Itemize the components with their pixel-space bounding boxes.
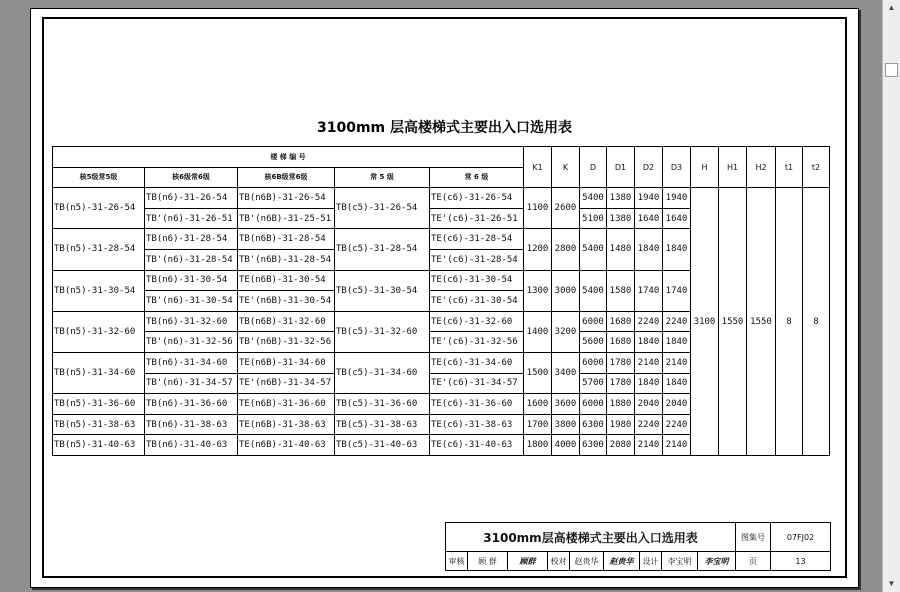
value-k1: 1400 bbox=[524, 311, 552, 352]
value-d: 5400 bbox=[580, 229, 607, 270]
value-d2: 2040 bbox=[635, 394, 663, 415]
group-header: 楼 梯 编 号 bbox=[53, 147, 524, 168]
code-c6: TE(c6)-31-30-54 bbox=[430, 270, 524, 291]
code-n6b: TB(n6B)-31-32-60 bbox=[238, 311, 335, 332]
value-d1: 1380 bbox=[607, 188, 635, 209]
code-c5: TB(c5)-31-28-54 bbox=[335, 229, 430, 270]
value-d: 5400 bbox=[580, 188, 607, 209]
value-d: 6000 bbox=[580, 394, 607, 415]
review-label: 审核 bbox=[446, 552, 468, 571]
designer-signature: 李宝明 bbox=[698, 552, 736, 571]
value-d1: 1780 bbox=[607, 373, 635, 394]
dim-header: D3 bbox=[663, 147, 691, 188]
code-n6b: TE(n6B)-31-36-60 bbox=[238, 394, 335, 415]
code-n5: TB(n5)-31-30-54 bbox=[53, 270, 145, 311]
code-c6: TE'(c6)-31-28-54 bbox=[430, 249, 524, 270]
code-n6: TB(n6)-31-38-63 bbox=[145, 414, 238, 435]
value-d1: 1880 bbox=[607, 394, 635, 415]
value-d3: 1940 bbox=[663, 188, 691, 209]
value-k: 3600 bbox=[552, 394, 580, 415]
page-label: 页 bbox=[736, 552, 771, 571]
value-d3: 2040 bbox=[663, 394, 691, 415]
value-d1: 1480 bbox=[607, 229, 635, 270]
col-header-n6: 核6级常6级 bbox=[145, 167, 238, 188]
code-n5: TB(n5)-31-34-60 bbox=[53, 352, 145, 393]
value-k: 3800 bbox=[552, 414, 580, 435]
code-c6: TE(c6)-31-34-60 bbox=[430, 352, 524, 373]
code-n6: TB(n6)-31-26-54 bbox=[145, 188, 238, 209]
code-n6b: TE(n6B)-31-40-63 bbox=[238, 435, 335, 456]
code-c5: TB(c5)-31-34-60 bbox=[335, 352, 430, 393]
value-d2: 1840 bbox=[635, 229, 663, 270]
dim-header: H1 bbox=[719, 147, 747, 188]
code-n5: TB(n5)-31-36-60 bbox=[53, 394, 145, 415]
dim-header: H2 bbox=[747, 147, 776, 188]
code-c6: TE'(c6)-31-30-54 bbox=[430, 291, 524, 312]
dim-header: D bbox=[580, 147, 607, 188]
reviewer-signature: 顾群 bbox=[508, 552, 548, 571]
value-d: 5400 bbox=[580, 270, 607, 311]
code-n5: TB(n5)-31-40-63 bbox=[53, 435, 145, 456]
table-row bbox=[53, 188, 830, 209]
checker-signature: 赵贵华 bbox=[604, 552, 640, 571]
code-n6b: TB'(n6B)-31-32-56 bbox=[238, 332, 335, 353]
scroll-down-icon[interactable]: ▼ bbox=[887, 579, 896, 588]
value-d2: 2140 bbox=[635, 435, 663, 456]
code-n6b: TE(n6B)-31-34-60 bbox=[238, 352, 335, 373]
value-d1: 1680 bbox=[607, 332, 635, 353]
code-n6: TB'(n6)-31-30-54 bbox=[145, 291, 238, 312]
checker-name: 赵贵华 bbox=[570, 552, 604, 571]
code-c5: TB(c5)-31-26-54 bbox=[335, 188, 430, 229]
value-d3: 1840 bbox=[663, 229, 691, 270]
value-k: 4000 bbox=[552, 435, 580, 456]
value-d3: 2240 bbox=[663, 311, 691, 332]
value-d3: 2140 bbox=[663, 352, 691, 373]
value-k1: 1800 bbox=[524, 435, 552, 456]
atlas-number: 07FJ02 bbox=[771, 523, 831, 552]
value-d1: 1380 bbox=[607, 208, 635, 229]
code-n5: TB(n5)-31-28-54 bbox=[53, 229, 145, 270]
check-label: 校对 bbox=[548, 552, 570, 571]
code-n6b: TE(n6B)-31-30-54 bbox=[238, 270, 335, 291]
value-k1: 1200 bbox=[524, 229, 552, 270]
value-d2: 2240 bbox=[635, 311, 663, 332]
code-n6: TB(n6)-31-30-54 bbox=[145, 270, 238, 291]
col-header-c5: 常 5 级 bbox=[335, 167, 430, 188]
value-d: 5100 bbox=[580, 208, 607, 229]
code-c6: TE'(c6)-31-32-56 bbox=[430, 332, 524, 353]
code-n6b: TE'(n6B)-31-34-57 bbox=[238, 373, 335, 394]
value-d1: 1680 bbox=[607, 311, 635, 332]
code-n6: TB(n6)-31-28-54 bbox=[145, 229, 238, 250]
col-header-c6: 常 6 级 bbox=[430, 167, 524, 188]
value-d1: 2080 bbox=[607, 435, 635, 456]
code-c6: TE(c6)-31-32-60 bbox=[430, 311, 524, 332]
value-d2: 2240 bbox=[635, 414, 663, 435]
reviewer-name: 顾 群 bbox=[468, 552, 508, 571]
value-d: 6000 bbox=[580, 311, 607, 332]
value-d1: 1780 bbox=[607, 352, 635, 373]
code-n6: TB(n6)-31-36-60 bbox=[145, 394, 238, 415]
value-k1: 1300 bbox=[524, 270, 552, 311]
value-d1: 1980 bbox=[607, 414, 635, 435]
value-k: 3200 bbox=[552, 311, 580, 352]
table-title: 3100mm 层高楼梯式主要出入口选用表 bbox=[316, 120, 572, 136]
value-d3: 1840 bbox=[663, 373, 691, 394]
code-c5: TB(c5)-31-32-60 bbox=[335, 311, 430, 352]
value-d: 6000 bbox=[580, 352, 607, 373]
vertical-scrollbar[interactable] bbox=[882, 0, 900, 592]
value-d: 5600 bbox=[580, 332, 607, 353]
value-k1: 1700 bbox=[524, 414, 552, 435]
value-k: 3000 bbox=[552, 270, 580, 311]
value-d: 5700 bbox=[580, 373, 607, 394]
value-d2: 1940 bbox=[635, 188, 663, 209]
code-n6: TB'(n6)-31-26-51 bbox=[145, 208, 238, 229]
stair-selection-table bbox=[52, 146, 830, 456]
code-n5: TB(n5)-31-38-63 bbox=[53, 414, 145, 435]
code-c6: TE(c6)-31-40-63 bbox=[430, 435, 524, 456]
code-n6: TB(n6)-31-40-63 bbox=[145, 435, 238, 456]
page-number: 13 bbox=[771, 552, 831, 571]
code-n6: TB'(n6)-31-34-57 bbox=[145, 373, 238, 394]
value-d2: 1840 bbox=[635, 332, 663, 353]
code-n6b: TB(n6B)-31-26-54 bbox=[238, 188, 335, 209]
value-d2: 1740 bbox=[635, 270, 663, 311]
dim-header: t1 bbox=[776, 147, 803, 188]
value-k1: 1600 bbox=[524, 394, 552, 415]
drawing-sheet bbox=[30, 8, 859, 588]
code-n6b: TB'(n6B)-31-28-54 bbox=[238, 249, 335, 270]
value-k: 2600 bbox=[552, 188, 580, 229]
value-d2: 1640 bbox=[635, 208, 663, 229]
atlas-label: 图集号 bbox=[736, 523, 771, 552]
title-block-title: 3100mm层高楼梯式主要出入口选用表 bbox=[446, 523, 736, 552]
code-n6: TB(n6)-31-34-60 bbox=[145, 352, 238, 373]
shared-t1: 8 bbox=[776, 188, 803, 456]
code-n6: TB'(n6)-31-28-54 bbox=[145, 249, 238, 270]
code-n6: TB(n6)-31-32-60 bbox=[145, 311, 238, 332]
col-header-n5: 核5级常5级 bbox=[53, 167, 145, 188]
code-n5: TB(n5)-31-32-60 bbox=[53, 311, 145, 352]
shared-t2: 8 bbox=[803, 188, 830, 456]
value-d3: 1640 bbox=[663, 208, 691, 229]
value-d3: 1840 bbox=[663, 332, 691, 353]
code-n6b: TE(n6B)-31-38-63 bbox=[238, 414, 335, 435]
dim-header: H bbox=[691, 147, 719, 188]
code-c5: TB(c5)-31-38-63 bbox=[335, 414, 430, 435]
scroll-up-icon[interactable]: ▲ bbox=[887, 3, 896, 12]
code-n6b: TE'(n6B)-31-30-54 bbox=[238, 291, 335, 312]
designer-name: 李宝明 bbox=[662, 552, 698, 571]
shared-h2: 1550 bbox=[747, 188, 776, 456]
value-d1: 1580 bbox=[607, 270, 635, 311]
code-c6: TE(c6)-31-26-54 bbox=[430, 188, 524, 209]
code-n6b: TB'(n6B)-31-25-51 bbox=[238, 208, 335, 229]
code-c6: TE'(c6)-31-34-57 bbox=[430, 373, 524, 394]
code-c5: TB(c5)-31-40-63 bbox=[335, 435, 430, 456]
code-c6: TE'(c6)-31-26-51 bbox=[430, 208, 524, 229]
dim-header: K bbox=[552, 147, 580, 188]
code-n6: TB'(n6)-31-32-56 bbox=[145, 332, 238, 353]
title-block bbox=[445, 522, 831, 571]
value-k1: 1100 bbox=[524, 188, 552, 229]
dim-header: D2 bbox=[635, 147, 663, 188]
shared-h: 3100 bbox=[691, 188, 719, 456]
shared-h1: 1550 bbox=[719, 188, 747, 456]
code-n5: TB(n5)-31-26-54 bbox=[53, 188, 145, 229]
scrollbar-thumb[interactable] bbox=[885, 63, 898, 77]
value-d3: 2240 bbox=[663, 414, 691, 435]
value-k1: 1500 bbox=[524, 352, 552, 393]
dim-header: K1 bbox=[524, 147, 552, 188]
code-n6b: TB(n6B)-31-28-54 bbox=[238, 229, 335, 250]
code-c5: TB(c5)-31-36-60 bbox=[335, 394, 430, 415]
code-c6: TE(c6)-31-38-63 bbox=[430, 414, 524, 435]
dim-header: t2 bbox=[803, 147, 830, 188]
code-c5: TB(c5)-31-30-54 bbox=[335, 270, 430, 311]
value-d2: 1840 bbox=[635, 373, 663, 394]
value-k: 2800 bbox=[552, 229, 580, 270]
dim-header: D1 bbox=[607, 147, 635, 188]
design-label: 设计 bbox=[640, 552, 662, 571]
code-c6: TE(c6)-31-36-60 bbox=[430, 394, 524, 415]
code-c6: TE(c6)-31-28-54 bbox=[430, 229, 524, 250]
value-d3: 1740 bbox=[663, 270, 691, 311]
value-d2: 2140 bbox=[635, 352, 663, 373]
col-header-n6b: 核6B级常6级 bbox=[238, 167, 335, 188]
value-k: 3400 bbox=[552, 352, 580, 393]
value-d3: 2140 bbox=[663, 435, 691, 456]
value-d: 6300 bbox=[580, 435, 607, 456]
value-d: 6300 bbox=[580, 414, 607, 435]
